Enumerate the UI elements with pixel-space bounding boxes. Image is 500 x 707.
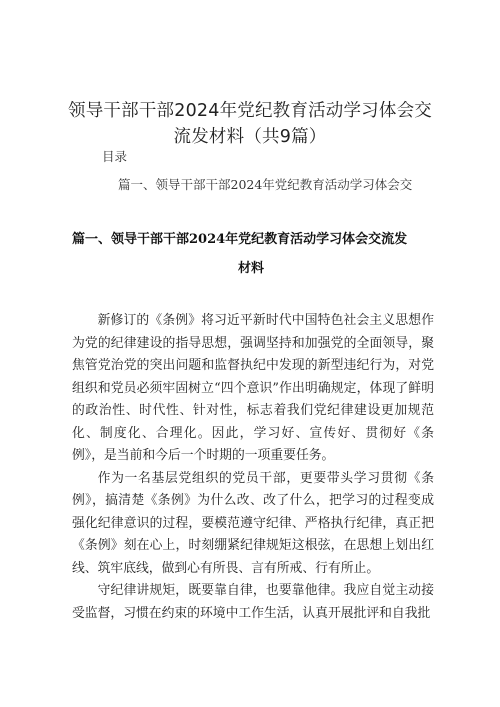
body-paragraph-2: 作为一名基层党组织的党员干部，更要带头学习贯彻《条例》，搞清楚《条例》为什么改、改了什么，把学习的过程变成强化纪律意识的过程，要模范遵守纪律、严格执行纪律，真正把《条例》刻在心上，时刻绷紧纪律规矩这根弦，在思想上划出红线、筑牢底线，做到心有所畏、言有所戒、行有所止。 (72, 470, 434, 576)
article-body (72, 310, 434, 625)
body-paragraph-1: 新修订的《条例》将习近平新时代中国特色社会主义思想作为党的纪律建设的指导思想，强调坚持和加强党的全面领导，聚焦管党治党的突出问题和监督执纪中发现的新型违纪行为，对党组织和党员必须牢固树立“四个意识”作出明确规定，体现了鲜明的政治性、时代性、针对性，标志着我们党纪律建设更加规范化、制度化、合理化。因此，学习好、宣传好、贯彻好《条例》，是当前和今后一个时期的一项重要任务。 (72, 313, 434, 463)
toc-entry-1[interactable]: 篇一、领导干部干部2024年党纪教育活动学习体会交 (118, 177, 413, 192)
document-title-line-2: 流发材料（共9篇） (173, 127, 327, 147)
article-title (72, 225, 430, 283)
document-title-line-1: 领导干部干部2024年党纪教育活动学习体会交 (68, 101, 432, 121)
article-title-line-2: 材料 (237, 261, 264, 276)
body-paragraph-3: 守纪律讲规矩，既要靠自律，也要靠他律。我应自觉主动接受监督，习惯在约束的环境中工作生活，认真开展批评和自我批 (72, 583, 434, 621)
article-title-line-1: 篇一、领导干部干部2024年党纪教育活动学习体会交流发 (72, 232, 408, 247)
document-title (60, 98, 440, 150)
toc-label: 目录 (102, 149, 128, 164)
